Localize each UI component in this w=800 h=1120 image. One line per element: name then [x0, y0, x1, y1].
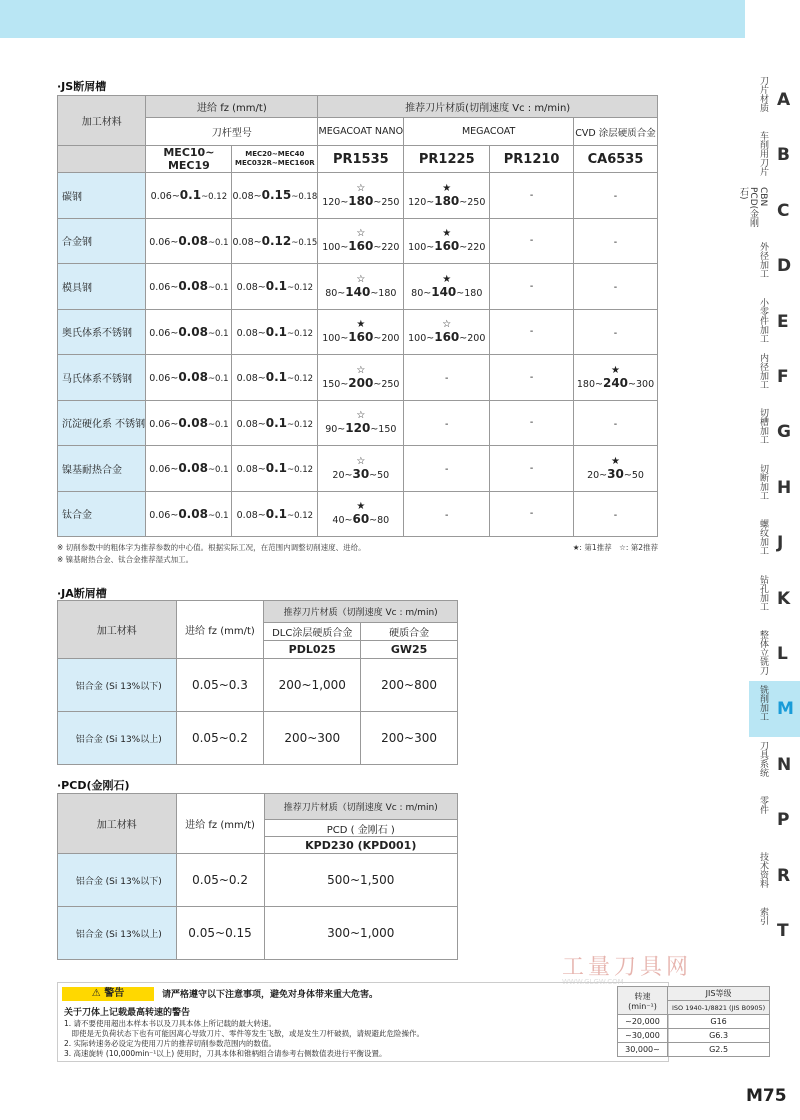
ja-row-1-gw: 200~800	[361, 659, 458, 712]
jis-speed: 30,000~	[618, 1043, 668, 1057]
js-grade-cell: -	[574, 491, 658, 537]
js-grade-cell: ★ 180~240~300	[574, 355, 658, 401]
jis-h-iso: ISO 1940-1/8821 (JIS B0905)	[668, 1001, 770, 1015]
js-table	[57, 95, 658, 537]
sidebar-item-g[interactable]	[749, 404, 800, 460]
js-section-title: ·JS断屑槽	[57, 80, 107, 93]
page-number: M75	[746, 1086, 787, 1106]
pcd-h-feed: 进给 fz (mm/t)	[176, 794, 264, 854]
jis-h-speed: 转速 (min⁻¹)	[618, 987, 668, 1015]
jis-grade: G16	[668, 1015, 770, 1029]
ja-row-2-pdl: 200~300	[264, 712, 361, 765]
js-h-pr1210: PR1210	[490, 146, 574, 173]
js-feed-cell: 0.06~0.08~0.1	[146, 491, 232, 537]
js-grade-cell: ☆ 100~160~220	[318, 218, 404, 264]
pcd-row-2-speed: 300~1,000	[264, 907, 458, 960]
js-feed-cell: 0.06~0.08~0.1	[146, 400, 232, 446]
js-h-grade: 推荐刀片材质(切削速度 Vc : m/min)	[318, 96, 658, 118]
sidebar-item-letter: L	[777, 644, 788, 664]
sidebar-item-letter: F	[777, 367, 789, 387]
sidebar-item-letter: H	[777, 477, 792, 498]
js-grade-cell: -	[490, 309, 574, 355]
sidebar-item-j[interactable]	[749, 515, 800, 571]
sidebar-item-p[interactable]	[749, 792, 800, 848]
sidebar-item-k[interactable]	[749, 571, 800, 627]
js-h-mc: MEGACOAT	[404, 118, 574, 146]
warning-badge: ⚠ 警告	[62, 987, 154, 1001]
sidebar-item-label: 刀片材质	[758, 76, 768, 112]
js-material-cell: 碳钢	[58, 173, 146, 219]
sidebar-item-label: 内径加工	[758, 353, 768, 389]
pcd-h-grade: 推荐刀片材质（切削速度 Vc : m/min)	[264, 794, 458, 820]
js-h-material: 加工材料	[58, 96, 146, 146]
sidebar-item-letter: B	[777, 145, 790, 166]
js-feed-cell: 0.08~0.1~0.12	[232, 264, 318, 310]
ja-h-dlc: DLC涂层硬质合金	[264, 623, 361, 641]
recommend-star-icon: ★	[442, 182, 452, 194]
pcd-h-pcd: PCD ( 金刚石 )	[264, 820, 458, 837]
recommend-star-icon: ☆	[356, 182, 366, 194]
js-feed-cell: 0.06~0.08~0.1	[146, 446, 232, 492]
sidebar-item-label: 铣削加工	[758, 685, 768, 722]
sidebar-item-label: 螺纹加工	[758, 519, 768, 556]
sidebar-item-letter: G	[777, 422, 791, 443]
js-table-row	[58, 173, 658, 219]
ja-row-1-material: 铝合金 (Si 13%以下)	[58, 659, 177, 712]
js-grade-cell: -	[404, 355, 490, 401]
ja-row-1-pdl: 200~1,000	[264, 659, 361, 712]
sidebar-item-l[interactable]	[749, 626, 800, 682]
js-table-row	[58, 400, 658, 446]
js-h-holder: 刀杆型号	[146, 118, 318, 146]
pcd-section-title: ·PCD(金刚石)	[57, 779, 130, 792]
js-table-row	[58, 309, 658, 355]
ja-table	[57, 600, 458, 765]
js-material-cell: 镍基耐热合金	[58, 446, 146, 492]
js-feed-cell: 0.08~0.1~0.12	[232, 446, 318, 492]
js-grade-cell: -	[574, 400, 658, 446]
pcd-table	[57, 793, 458, 960]
js-table-row	[58, 264, 658, 310]
recommend-star-icon: ★	[356, 319, 366, 331]
sidebar-item-letter: K	[777, 588, 791, 609]
sidebar-item-letter: N	[777, 754, 792, 775]
js-grade-cell: -	[490, 400, 574, 446]
ja-h-gw: GW25	[361, 641, 458, 659]
recommend-star-icon: ★	[356, 501, 366, 513]
sidebar-item-letter: E	[777, 311, 789, 332]
js-grade-cell: -	[574, 309, 658, 355]
ja-h-grade: 推荐刀片材质（切削速度 Vc : m/min)	[264, 601, 458, 623]
sidebar-item-label: 小零件加工	[758, 297, 768, 343]
sidebar-item-m[interactable]	[749, 681, 800, 737]
js-grade-cell: -	[490, 173, 574, 219]
jis-grade: G6.3	[668, 1029, 770, 1043]
sidebar-item-h[interactable]	[749, 460, 800, 516]
watermark: 工量刀具网	[562, 955, 693, 980]
js-feed-cell: 0.08~0.1~0.12	[232, 491, 318, 537]
recommend-star-icon: ★	[611, 364, 620, 376]
pcd-h-material: 加工材料	[58, 794, 177, 854]
js-h-pr1225: PR1225	[404, 146, 490, 173]
js-material-cell: 合金钢	[58, 218, 146, 264]
js-material-cell: 模具钢	[58, 264, 146, 310]
header-bar	[0, 0, 745, 38]
js-grade-cell: ☆ 100~160~200	[404, 309, 490, 355]
js-material-cell: 马氏体系不锈钢	[58, 355, 146, 401]
recommend-star-icon: ☆	[442, 319, 452, 331]
pcd-h-kpd: KPD230 (KPD001)	[264, 837, 458, 854]
sidebar-item-label: 车削用刀片	[758, 131, 768, 177]
sidebar-item-letter: A	[777, 90, 791, 110]
recommend-star-icon: ☆	[356, 228, 366, 240]
js-grade-cell: ☆ 90~120~150	[318, 400, 404, 446]
sidebar-item-letter: C	[777, 200, 790, 221]
sidebar-item-letter: D	[777, 256, 792, 277]
warning-list	[64, 1019, 424, 1059]
warning-box	[57, 982, 669, 1062]
js-feed-cell: 0.06~0.08~0.1	[146, 264, 232, 310]
sidebar-item-e[interactable]	[749, 294, 800, 350]
js-grade-cell: ★ 100~160~200	[318, 309, 404, 355]
sidebar-item-label: 整体立铣刀	[758, 630, 768, 675]
pcd-row-2-feed: 0.05~0.15	[176, 907, 264, 960]
js-grade-cell: ★ 40~60~80	[318, 491, 404, 537]
js-feed-cell: 0.08~0.1~0.12	[232, 400, 318, 446]
recommend-star-icon: ★	[442, 273, 452, 285]
sidebar-item-label: 外径加工	[758, 242, 768, 279]
ja-row-2-gw: 200~300	[361, 712, 458, 765]
js-material-cell: 沉淀硬化系 不锈钢	[58, 400, 146, 446]
recommend-star-icon: ☆	[356, 455, 366, 467]
js-grade-cell: -	[490, 446, 574, 492]
sidebar-item-label: 切断加工	[758, 463, 768, 500]
js-material-cell: 奥氏体系不锈钢	[58, 309, 146, 355]
ja-h-pdl: PDL025	[264, 641, 361, 659]
sidebar-item-letter: M	[777, 699, 794, 720]
warning-item: 即使是无负荷状态下也有可能因离心导致刀片、零件等发生飞散，或是发生刀杆破损，请规避此危险操作。	[64, 1029, 424, 1038]
js-table-row	[58, 218, 658, 264]
js-feed-cell: 0.06~0.08~0.1	[146, 355, 232, 401]
sidebar-item-letter: R	[777, 865, 791, 886]
js-feed-cell: 0.08~0.1~0.12	[232, 355, 318, 401]
sidebar-item-letter: J	[777, 533, 784, 554]
js-grade-cell: -	[574, 173, 658, 219]
recommend-star-icon: ☆	[356, 364, 366, 376]
js-grade-cell: -	[490, 491, 574, 537]
sidebar-item-label: 索引	[758, 907, 768, 925]
js-grade-cell: ★ 80~140~180	[404, 264, 490, 310]
sidebar-item-b[interactable]	[749, 127, 800, 183]
js-feed-cell: 0.08~0.1~0.12	[232, 309, 318, 355]
js-grade-cell: -	[490, 264, 574, 310]
sidebar-item-label: 切槽加工	[758, 408, 768, 445]
ja-section-title: ·JA断屑槽	[57, 587, 107, 600]
js-grade-cell: -	[574, 264, 658, 310]
sidebar-item-letter: P	[777, 810, 790, 831]
js-table-row	[58, 491, 658, 537]
ja-row-2-feed: 0.05~0.2	[176, 712, 264, 765]
js-note-2: ※ 镍基耐热合金、钛合金推荐湿式加工。	[57, 555, 194, 564]
sidebar-item-label: 技术资料	[758, 851, 768, 888]
ja-row-1-feed: 0.05~0.3	[176, 659, 264, 712]
js-feed-cell: 0.06~0.08~0.1	[146, 218, 232, 264]
pcd-row-1-material: 铝合金 (Si 13%以下)	[58, 854, 177, 907]
ja-h-feed: 进给 fz (mm/t)	[176, 601, 264, 659]
js-grade-cell: ★ 20~30~50	[574, 446, 658, 492]
js-grade-cell: -	[574, 218, 658, 264]
js-h-feed: 进给 fz (mm/t)	[146, 96, 318, 118]
warning-item: 2. 实际转速务必设定为使用刀片的推荐切削参数范围内的数值。	[64, 1039, 277, 1048]
js-note-1: ※ 切削参数中的粗体字为推荐参数的中心值。根据实际工况，在范围内调整切削速度、进给。	[57, 543, 366, 552]
recommend-star-icon: ★	[611, 455, 620, 467]
sidebar-item-r[interactable]	[749, 848, 800, 904]
js-grade-cell: -	[404, 491, 490, 537]
sidebar-item-label: CBN PCD(金刚石)	[738, 186, 768, 227]
sidebar-item-c[interactable]	[738, 183, 800, 239]
jis-speed: ~20,000	[618, 1015, 668, 1029]
ja-h-material: 加工材料	[58, 601, 177, 659]
recommend-star-icon: ☆	[356, 410, 366, 422]
js-grade-cell: ☆ 80~140~180	[318, 264, 404, 310]
js-table-row	[58, 446, 658, 492]
sidebar-item-n[interactable]	[749, 737, 800, 793]
sidebar-item-f[interactable]	[749, 349, 800, 405]
js-material-cell: 钛合金	[58, 491, 146, 537]
warning-item: 1. 请不要使用超出本样本书以及刀具本体上所记载的最大转速。	[64, 1019, 277, 1028]
js-table-row	[58, 355, 658, 401]
js-h-pr1535: PR1535	[318, 146, 404, 173]
jis-h-grade: JIS等级	[668, 987, 770, 1001]
jis-speed: ~30,000	[618, 1029, 668, 1043]
sidebar-item-label: 零件	[758, 796, 768, 815]
js-grade-cell: -	[404, 446, 490, 492]
recommend-star-icon: ★	[442, 228, 452, 240]
js-h-mec1: MEC10~ MEC19	[146, 146, 232, 173]
js-feed-cell: 0.06~0.1~0.12	[146, 173, 232, 219]
js-feed-cell: 0.08~0.12~0.15	[232, 218, 318, 264]
sidebar-item-d[interactable]	[749, 238, 800, 294]
js-legend: ★: 第1推荐 ☆: 第2推荐	[572, 543, 658, 552]
sidebar-item-label: 钻孔加工	[758, 574, 768, 611]
sidebar-item-a[interactable]	[749, 72, 800, 128]
jis-table	[617, 986, 770, 1057]
js-grade-cell: ★ 120~180~250	[404, 173, 490, 219]
js-h-mec2: MEC20~MEC40 MEC032R~MEC160R	[232, 146, 318, 173]
js-feed-cell: 0.06~0.08~0.1	[146, 309, 232, 355]
warning-item: 3. 高速旋转 (10,000min⁻¹以上) 使用时，刀具本体和锥柄组合请参考右侧数值表进行平衡设置。	[64, 1049, 387, 1058]
js-h-blank	[58, 146, 146, 173]
warning-heading: 请严格遵守以下注意事项，避免对身体带来重大危害。	[162, 990, 379, 1000]
ja-row-2-material: 铝合金 (Si 13%以上)	[58, 712, 177, 765]
js-feed-cell: 0.08~0.15~0.18	[232, 173, 318, 219]
sidebar-item-label: 刀具系统	[758, 740, 768, 777]
sidebar-item-letter: T	[777, 921, 789, 941]
warning-subtitle: 关于刀体上记载最高转速的警告	[64, 1008, 191, 1018]
js-grade-cell: ☆ 120~180~250	[318, 173, 404, 219]
js-grade-cell: ☆ 150~200~250	[318, 355, 404, 401]
pcd-row-2-material: 铝合金 (Si 13%以上)	[58, 907, 177, 960]
js-h-ca6535: CA6535	[574, 146, 658, 173]
watermark-url: WWW.GLGW.COM	[562, 978, 624, 986]
pcd-row-1-feed: 0.05~0.2	[176, 854, 264, 907]
js-h-mc-nano: MEGACOAT NANO	[318, 118, 404, 146]
js-grade-cell: -	[490, 355, 574, 401]
js-grade-cell: -	[404, 400, 490, 446]
js-grade-cell: -	[490, 218, 574, 264]
sidebar-item-t[interactable]	[749, 903, 800, 959]
js-grade-cell: ☆ 20~30~50	[318, 446, 404, 492]
jis-grade: G2.5	[668, 1043, 770, 1057]
js-grade-cell: ★ 100~160~220	[404, 218, 490, 264]
ja-h-hard: 硬质合金	[361, 623, 458, 641]
pcd-row-1-speed: 500~1,500	[264, 854, 458, 907]
js-h-cvd: CVD 涂层硬质合金	[574, 118, 658, 146]
recommend-star-icon: ☆	[356, 273, 366, 285]
